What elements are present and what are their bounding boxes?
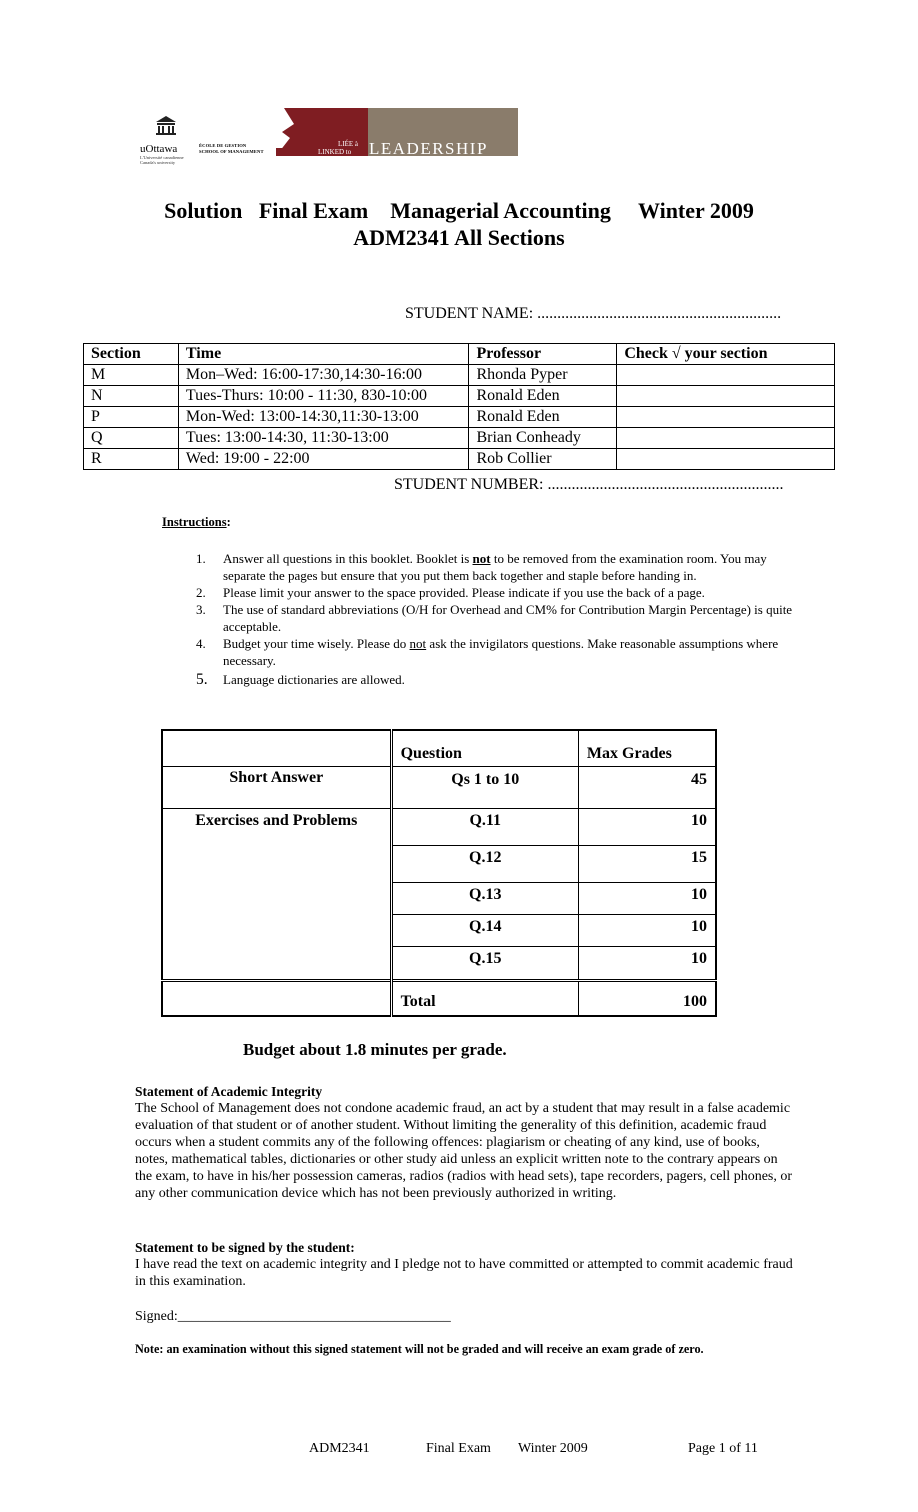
item-emphasis: not <box>472 551 491 566</box>
item-number: 3. <box>196 602 206 617</box>
grades-table <box>161 729 717 1017</box>
item-text: Please limit your answer to the space provided. Please indicate if you use the back of a page. <box>223 585 705 600</box>
table-row <box>84 365 835 386</box>
item-text: The use of standard abbreviations (O/H for Overhead and CM% for Contribution Margin Percentage) is quite acceptable. <box>223 602 793 634</box>
uottawa-tagline-fr: L'Université canadienne <box>140 155 184 160</box>
statement-heading: Statement to be signed by the student: <box>135 1240 355 1255</box>
sections-header-row <box>84 344 835 365</box>
cell-section: M <box>84 365 179 386</box>
item-text-c: ask the invigilators questions. Make reasonable assumptions where necessary. <box>223 636 779 668</box>
school-name <box>199 143 264 155</box>
table-row <box>84 428 835 449</box>
col-header-professor: Professor <box>469 344 617 365</box>
max-cell: 10 <box>578 946 716 980</box>
max-cell: 10 <box>578 914 716 946</box>
banner-small-2: LINKED to <box>318 148 352 156</box>
cell-professor: Rob Collier <box>469 449 617 470</box>
footer-course: ADM2341 <box>309 1441 370 1456</box>
cell-professor: Ronald Eden <box>469 407 617 428</box>
list-item <box>196 601 796 635</box>
item-number: 5. <box>196 671 208 688</box>
uottawa-tagline-en: Canada's university <box>140 160 176 165</box>
header-blank-cell <box>162 730 391 766</box>
title-term: Winter 2009 <box>637 198 754 223</box>
list-item <box>196 635 796 669</box>
question-cell: Q.12 <box>391 845 578 882</box>
table-row <box>162 766 716 808</box>
item-text-c: to be removed from the examination room. You may separate the pages but ensure that you put them back together and staple before handing in. <box>223 551 767 583</box>
cell-section: Q <box>84 428 179 449</box>
question-cell: Q.15 <box>391 946 578 980</box>
student-name-field[interactable]: STUDENT NAME: ............................................................. <box>405 305 782 322</box>
cell-time: Mon-Wed: 13:00-14:30,11:30-13:00 <box>178 407 469 428</box>
total-blank-cell <box>162 980 391 1016</box>
max-cell: 45 <box>578 766 716 808</box>
total-value: 100 <box>683 993 707 1010</box>
footer-exam: Final Exam <box>426 1441 491 1456</box>
sections-table <box>83 343 835 470</box>
cell-professor: Brian Conheady <box>469 428 617 449</box>
item-number: 2. <box>196 585 206 600</box>
cell-check[interactable] <box>617 386 835 407</box>
col-header-check: Check √ your section <box>617 344 835 365</box>
col-header-section: Section <box>84 344 179 365</box>
integrity-body: The School of Management does not condone academic fraud, an act by a student that may result in a false academic evaluation of that student or of another student. Without limiting the generality of this definition, academic fraud occurs when a student commits any of the following offences: plagiarism or cheating of any kind, use of books, notes, mathematical tables, dictionaries or other study aid unless an explicit written note to the contrary appears on the exam, to have in his/her possession cameras, radios (radios with head sets), tape recorders, pagers, cell phones, or any other communication device which has not been previously authorized in writing. <box>135 1101 793 1201</box>
banner-small-1: LIÉE à <box>338 140 359 148</box>
question-cell: Q.11 <box>391 808 578 845</box>
footer-page: Page 1 of 11 <box>688 1441 758 1456</box>
list-item <box>196 550 796 584</box>
leadership-banner <box>276 108 518 156</box>
header-question: Question <box>391 730 578 766</box>
cell-section: R <box>84 449 179 470</box>
zero-grade-note: Note: an examination without this signed statement will not be graded and will receive an exam grade of zero. <box>135 1342 704 1356</box>
instructions-list <box>196 550 796 688</box>
instructions-heading <box>162 515 231 530</box>
cell-check[interactable] <box>617 428 835 449</box>
max-cell: 10 <box>578 882 716 914</box>
list-item <box>196 671 796 688</box>
cell-time: Tues-Thurs: 10:00 - 11:30, 830-10:00 <box>178 386 469 407</box>
question-cell: Qs 1 to 10 <box>391 766 578 808</box>
item-emphasis: not <box>409 636 427 651</box>
cell-professor: Ronald Eden <box>469 386 617 407</box>
cell-section: N <box>84 386 179 407</box>
table-row <box>84 386 835 407</box>
title-course: Managerial Accounting <box>390 198 611 223</box>
table-row <box>84 407 835 428</box>
statement-section <box>135 1239 795 1290</box>
student-number-field[interactable]: STUDENT NUMBER: ........................................................... <box>394 476 784 493</box>
max-cell: 10 <box>578 808 716 845</box>
exercises-label: Exercises and Problems <box>162 808 391 980</box>
cell-time: Tues: 13:00-14:30, 11:30-13:00 <box>178 428 469 449</box>
integrity-heading: Statement of Academic Integrity <box>135 1084 323 1099</box>
total-label: Total <box>391 980 578 1016</box>
instructions-heading-text: Instructions <box>162 515 227 529</box>
banner-leadership: LEADERSHIP <box>369 139 488 156</box>
item-number: 1. <box>196 551 206 566</box>
title-final-exam: Final Exam <box>258 198 369 223</box>
total-row <box>162 980 716 1016</box>
uottawa-name: uOttawa <box>140 143 178 155</box>
question-cell: Q.13 <box>391 882 578 914</box>
instructions-heading-colon: : <box>226 515 231 529</box>
school-name-fr: ÉCOLE DE GESTION <box>199 143 247 148</box>
table-row <box>162 808 716 845</box>
cell-check[interactable] <box>617 449 835 470</box>
cell-time: Mon–Wed: 16:00-17:30,14:30-16:00 <box>178 365 469 386</box>
page-title <box>0 197 918 224</box>
statement-body: I have read the text on academic integrity and I pledge not to have committed or attempted to commit academic fraud in this examination. <box>135 1257 793 1289</box>
max-cell: 15 <box>578 845 716 882</box>
cell-professor: Rhonda Pyper <box>469 365 617 386</box>
signature-line[interactable]: Signed:_______________________________________ <box>135 1309 451 1324</box>
uottawa-logo <box>140 114 195 174</box>
cell-section: P <box>84 407 179 428</box>
short-answer-label: Short Answer <box>162 766 391 808</box>
item-text-a: Budget your time wisely. Please do <box>223 636 410 651</box>
uottawa-crest-icon <box>154 114 178 136</box>
integrity-section <box>135 1083 795 1202</box>
cell-check[interactable] <box>617 365 835 386</box>
header-max-grades: Max Grades <box>578 730 716 766</box>
item-text: Language dictionaries are allowed. <box>223 672 405 687</box>
question-cell: Q.14 <box>391 914 578 946</box>
cell-check[interactable] <box>617 407 835 428</box>
list-item <box>196 584 796 601</box>
item-text-a: Answer all questions in this booklet. Booklet is <box>223 551 473 566</box>
item-number: 4. <box>196 636 206 651</box>
page-subtitle: ADM2341 All Sections <box>353 225 565 250</box>
budget-note: Budget about 1.8 minutes per grade. <box>243 1040 507 1059</box>
title-solution: Solution <box>164 198 243 223</box>
table-row <box>84 449 835 470</box>
cell-time: Wed: 19:00 - 22:00 <box>178 449 469 470</box>
school-name-en: SCHOOL OF MANAGEMENT <box>199 149 264 154</box>
col-header-time: Time <box>178 344 469 365</box>
footer-term: Winter 2009 <box>518 1441 588 1456</box>
grades-header-row <box>162 730 716 766</box>
